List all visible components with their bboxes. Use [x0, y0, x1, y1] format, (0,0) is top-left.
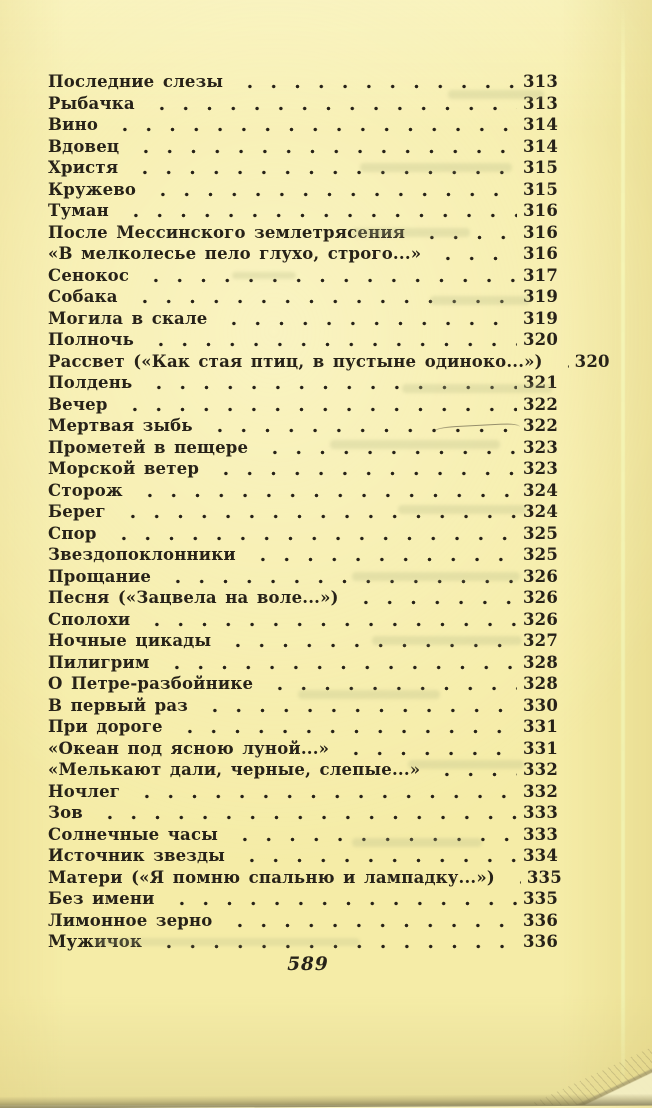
toc-entry-title: «В мелколесье пело глухо, строго...» [48, 244, 422, 263]
toc-entry [48, 738, 558, 760]
toc-entry-title: В первый раз [48, 695, 188, 715]
dot-leader [215, 308, 517, 330]
toc-entry [48, 544, 558, 566]
toc-entry [48, 867, 562, 889]
toc-entry-page: 320 [574, 351, 610, 371]
toc-entry-page: 313 [522, 72, 558, 91]
dot-leader [114, 501, 517, 523]
dot-leader [159, 566, 517, 588]
toc-entry-title: Морской ветер [48, 459, 200, 478]
toc-entry-title: Матери («Я помню спальню и лампадку...») [48, 867, 495, 887]
toc-entry [48, 136, 558, 158]
toc-entry-page: 332 [522, 781, 558, 801]
toc-entry-page: 334 [522, 846, 558, 865]
dot-leader [171, 716, 517, 738]
toc-entry-page: 326 [522, 609, 558, 629]
toc-entry-title: Туман [48, 201, 109, 220]
toc-entry-title: «Мелькают дали, черные, слепые...» [48, 760, 421, 779]
toc-entry-title: Собака [48, 287, 118, 306]
toc-entry [48, 695, 558, 717]
toc-entry [48, 329, 558, 351]
toc-entry-title: Кружево [48, 179, 137, 199]
toc-entry [48, 372, 558, 394]
dot-leader [221, 910, 517, 932]
toc-entry-title: Мужичок [48, 932, 143, 951]
toc-entry-title: Сенокос [48, 265, 130, 285]
dot-leader [150, 931, 517, 953]
toc-entry-page: 336 [522, 910, 558, 930]
dot-leader [163, 888, 517, 910]
toc-entry-page: 331 [522, 738, 558, 758]
toc-entry-title: Полдень [48, 373, 133, 392]
toc-entry-page: 326 [522, 588, 558, 607]
toc-entry-page: 322 [522, 416, 558, 435]
toc-entry [48, 458, 558, 480]
toc-entry-page: 326 [522, 566, 558, 586]
toc-entry-title: Прометей в пещере [48, 437, 249, 457]
toc-entry [48, 501, 558, 523]
toc-entry-title: Спор [48, 523, 97, 543]
toc-entry [48, 351, 610, 373]
dot-leader [91, 802, 517, 824]
dot-leader [128, 781, 517, 803]
page-number: 589 [287, 954, 329, 975]
toc-entry-title: Звездопоклонники [48, 545, 236, 564]
toc-entry [48, 265, 558, 287]
toc-entry-page: 316 [522, 244, 558, 263]
toc-entry-page: 319 [522, 287, 558, 306]
toc-entry [48, 93, 558, 115]
toc-entry-page: 328 [522, 674, 558, 693]
toc-entry-title: Вдовец [48, 136, 120, 156]
dot-leader [413, 222, 517, 244]
toc-entry [48, 652, 558, 674]
toc-entry-title: Христя [48, 158, 119, 177]
toc-entry-page: 330 [522, 695, 558, 715]
toc-entry-page: 333 [522, 803, 558, 822]
dot-leader [219, 630, 517, 652]
toc-entry-page: 323 [522, 459, 558, 478]
page-edge-line [621, 0, 625, 1105]
toc-entry-title: Вечер [48, 394, 108, 414]
toc-entry-title: После Мессинского землетрясения [48, 222, 406, 242]
toc-entry-title: Ночные цикады [48, 631, 212, 650]
dot-leader [196, 695, 517, 717]
toc-entry [48, 114, 558, 136]
table-of-contents [48, 71, 610, 953]
toc-entry-title: При дороге [48, 717, 163, 736]
dot-leader [116, 394, 517, 416]
toc-entry-title: Рассвет («Как стая птиц, в пустыне одиноко...») [48, 351, 543, 371]
toc-entry [48, 824, 558, 846]
toc-entry-page: 336 [522, 932, 558, 951]
toc-entry-title: Полночь [48, 330, 134, 349]
dot-leader [429, 243, 517, 265]
toc-entry [48, 179, 558, 201]
toc-entry-page: 322 [522, 394, 558, 414]
toc-entry [48, 802, 558, 824]
toc-entry [48, 910, 558, 932]
toc-entry-page: 313 [522, 93, 558, 113]
toc-entry-title: Зов [48, 803, 83, 822]
toc-entry-title: Сполохи [48, 609, 131, 629]
dot-leader [105, 523, 517, 545]
toc-entry-page: 314 [522, 115, 558, 134]
dot-leader [131, 480, 517, 502]
dot-leader [143, 93, 517, 115]
toc-entry-title: Мертвая зыбь [48, 416, 193, 435]
toc-entry-page: 319 [522, 308, 558, 328]
dot-leader [117, 200, 517, 222]
toc-entry [48, 587, 558, 609]
toc-entry-page: 314 [522, 136, 558, 156]
toc-entry-title: Берег [48, 502, 106, 521]
dot-leader [231, 71, 517, 93]
toc-entry-title: Без имени [48, 889, 155, 908]
toc-entry [48, 71, 558, 93]
toc-entry-page: 332 [522, 760, 558, 779]
toc-entry-title: Солнечные часы [48, 824, 218, 844]
toc-entry [48, 200, 558, 222]
page-bottom-edge-shadow [0, 1094, 652, 1108]
toc-entry-title: Могила в скале [48, 308, 208, 328]
toc-entry-title: Сторож [48, 480, 123, 500]
toc-entry-page: 315 [522, 158, 558, 177]
toc-entry-page: 315 [522, 179, 558, 199]
toc-entry [48, 566, 558, 588]
toc-entry-title: Источник звезды [48, 846, 225, 865]
dot-leader [126, 286, 517, 308]
toc-entry [48, 716, 558, 738]
toc-entry [48, 308, 558, 330]
toc-entry [48, 437, 558, 459]
toc-entry [48, 157, 558, 179]
dot-leader [428, 759, 517, 781]
toc-entry [48, 845, 558, 867]
toc-entry [48, 222, 558, 244]
toc-entry-page: 335 [522, 889, 558, 908]
toc-entry [48, 243, 558, 265]
dot-leader [226, 824, 517, 846]
toc-entry-page: 320 [522, 330, 558, 349]
toc-entry [48, 781, 558, 803]
dot-leader [261, 673, 517, 695]
toc-entry-page: 335 [526, 867, 562, 887]
dot-leader [503, 867, 521, 889]
toc-entry [48, 630, 558, 652]
dot-leader [106, 114, 517, 136]
toc-entry [48, 286, 558, 308]
toc-entry [48, 394, 558, 416]
dot-leader [233, 845, 517, 867]
toc-entry [48, 931, 558, 953]
toc-entry-title: Песня («Зацвела на воле...») [48, 588, 339, 607]
toc-entry-title: Лимонное зерно [48, 910, 213, 930]
toc-entry-page: 328 [522, 652, 558, 672]
dot-leader [142, 329, 517, 351]
toc-entry-page: 324 [522, 480, 558, 500]
toc-entry-title: Ночлег [48, 781, 121, 801]
toc-entry-page: 316 [522, 222, 558, 242]
dot-leader [337, 738, 517, 760]
toc-entry-title: Последние слезы [48, 72, 224, 91]
dot-leader [140, 372, 517, 394]
toc-entry-page: 325 [522, 545, 558, 564]
toc-entry-title: О Петре-разбойнике [48, 674, 254, 693]
toc-entry [48, 888, 558, 910]
toc-entry-title: Вино [48, 115, 99, 134]
toc-entry [48, 523, 558, 545]
toc-entry-title: Рыбачка [48, 93, 135, 113]
toc-entry-title: «Океан под ясною луной...» [48, 738, 330, 758]
toc-entry-page: 317 [522, 265, 558, 285]
toc-entry-page: 316 [522, 201, 558, 220]
toc-entry-page: 323 [522, 437, 558, 457]
dot-leader [138, 609, 517, 631]
toc-entry [48, 609, 558, 631]
dot-leader [244, 544, 517, 566]
dot-leader [256, 437, 517, 459]
dot-leader [158, 652, 517, 674]
toc-entry-page: 331 [522, 717, 558, 736]
toc-entry [48, 480, 558, 502]
dot-leader [551, 351, 569, 373]
toc-entry-page: 327 [522, 631, 558, 650]
toc-entry-title: Пилигрим [48, 652, 150, 672]
toc-entry-page: 325 [522, 523, 558, 543]
toc-entry-page: 333 [522, 824, 558, 844]
toc-entry-page: 324 [522, 502, 558, 521]
dot-leader [347, 587, 517, 609]
dot-leader [207, 458, 517, 480]
dot-leader [144, 179, 517, 201]
toc-entry [48, 759, 558, 781]
toc-entry [48, 673, 558, 695]
toc-entry-page: 321 [522, 373, 558, 392]
dot-leader [126, 157, 517, 179]
toc-entry-title: Прощание [48, 566, 152, 586]
dot-leader [137, 265, 517, 287]
dot-leader [127, 136, 517, 158]
